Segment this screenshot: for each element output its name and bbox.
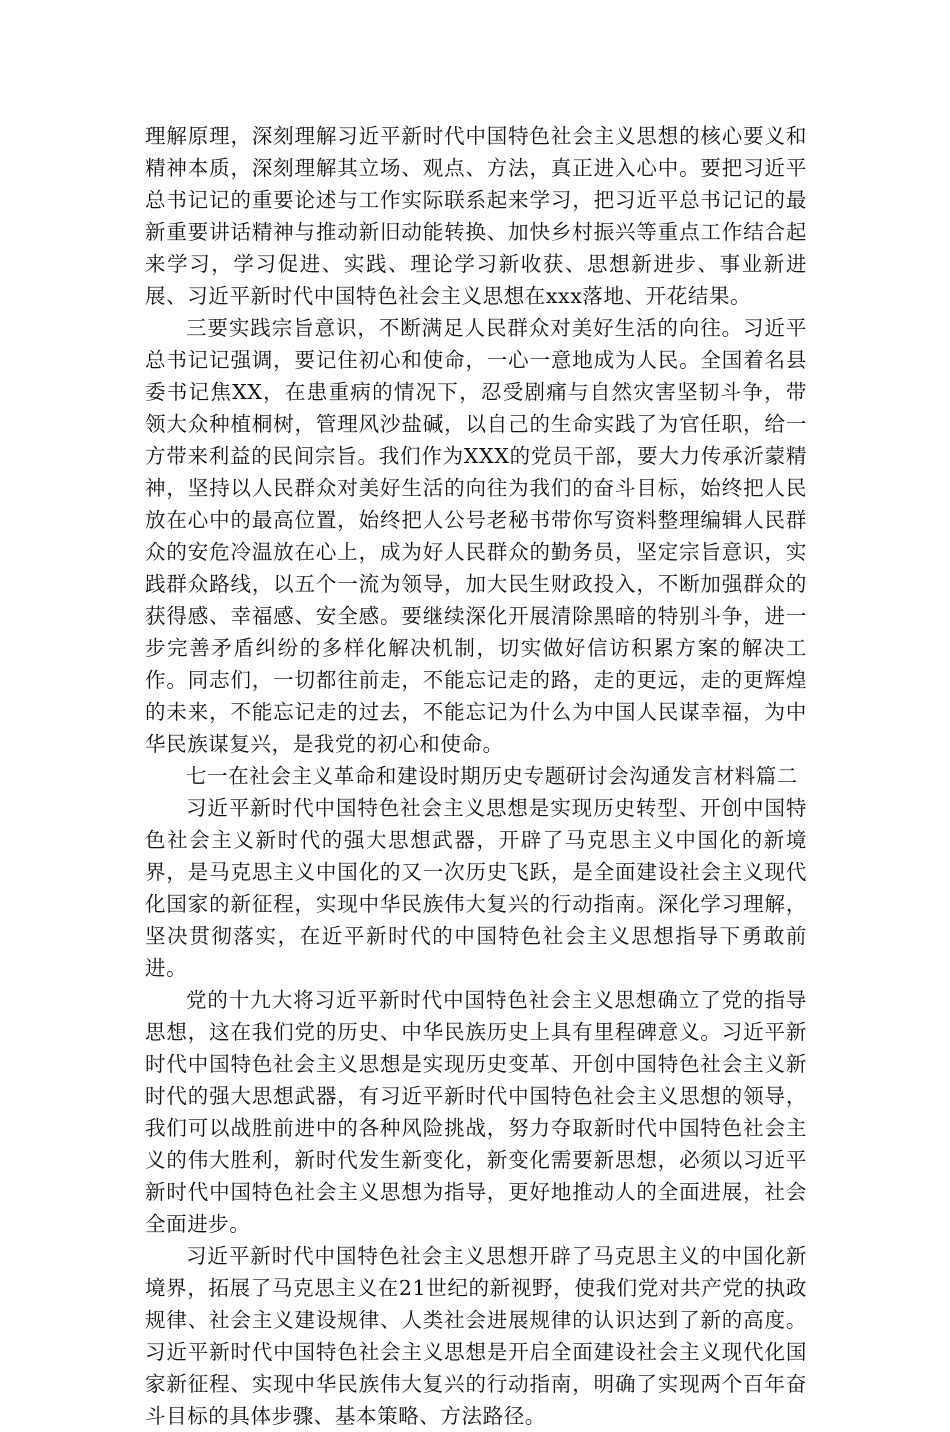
paragraph-thought-intro: 习近平新时代中国特色社会主义思想是实现历史转型、开创中国特色社会主义新时代的强大思想武器，开辟了马克思主义中国化的新境界，是马克思主义中国化的又一次历史飞跃，是全面建设社会主义现代化国家的新征程，实现中华民族伟大复兴的行动指南。深化学习理解，坚决贯彻落实，在近平新时代的中国特色社会主义思想指导下勇敢前进。 xyxy=(145,796,807,980)
paragraph-nineteenth-congress: 党的十九大将习近平新时代中国特色社会主义思想确立了党的指导思想，这在我们党的历史、中华民族历史上具有里程碑意义。习近平新时代中国特色社会主义思想是实现历史变革、开创中国特色社会主义新时代的强大思想武器，有习近平新时代中国特色社会主义思想的领导，我们可以战胜前进中的各种风险挑战，努力夺取新时代中国特色社会主义的伟大胜利，新时代发生新变化，新变化需要新思想，必须以习近平新时代中国特色社会主义思想为指导，更好地推动人的全面进展，社会全面进步。 xyxy=(145,988,807,1236)
paragraph-practice-purpose: 三要实践宗旨意识，不断满足人民群众对美好生活的向往。习近平总书记记强调，要记住初心和使命，一心一意地成为人民。全国着名县委书记焦XX，在患重病的情况下，忍受剧痛与自然灾害坚韧斗争，带领大众种植桐树，管理风沙盐碱，以自己的生命实践了为官任职，给一方带来利益的民间宗旨。我们作为XXX的党员干部，要大力传承沂蒙精神，坚持以人民群众对美好生活的向往为我们的奋斗目标，始终把人民放在心中的最高位置，始终把人公号老秘书带你写资料整理编辑人民群众的安危冷温放在心上，成为好人民群众的勤务员，坚定宗旨意识，实践群众路线，以五个一流为领导，加大民生财政投入，不断加强群众的获得感、幸福感、安全感。要继续深化开展清除黑暗的特别斗争，进一步完善矛盾纠纷的多样化解决机制，切实做好信访积累方案的解决工作。同志们，一切都往前走，不能忘记走的路，走的更远，走的更辉煌的未来，不能忘记走的过去，不能忘记为什么为中国人民谋幸福，为中华民族谋复兴，是我党的初心和使命。 xyxy=(145,316,807,756)
document-body xyxy=(145,120,807,1432)
section-heading: 七一在社会主义革命和建设时期历史专题研讨会沟通发言材料篇二 xyxy=(186,764,798,788)
paragraph-continuation: 理解原理，深刻理解习近平新时代中国特色社会主义思想的核心要义和精神本质，深刻理解其立场、观点、方法，真正进入心中。要把习近平总书记记的重要论述与工作实际联系起来学习，把习近平总书记记的最新重要讲话精神与推动新旧动能转换、加快乡村振兴等重点工作结合起来学习，学习促进、实践、理论学习新收获、思想新进步、事业新进展、习近平新时代中国特色社会主义思想在xxx落地、开花结果。 xyxy=(145,124,807,308)
paragraph-new-realm: 习近平新时代中国特色社会主义思想开辟了马克思主义的中国化新境界，拓展了马克思主义在21世纪的新视野，使我们党对共产党的执政规律、社会主义建设规律、人类社会进展规律的认识达到了新的高度。习近平新时代中国特色社会主义思想是开启全面建设社会主义现代化国家新征程、实现中华民族伟大复兴的行动指南，明确了实现两个百年奋斗目标的具体步骤、基本策略、方法路径。 xyxy=(145,1244,807,1428)
